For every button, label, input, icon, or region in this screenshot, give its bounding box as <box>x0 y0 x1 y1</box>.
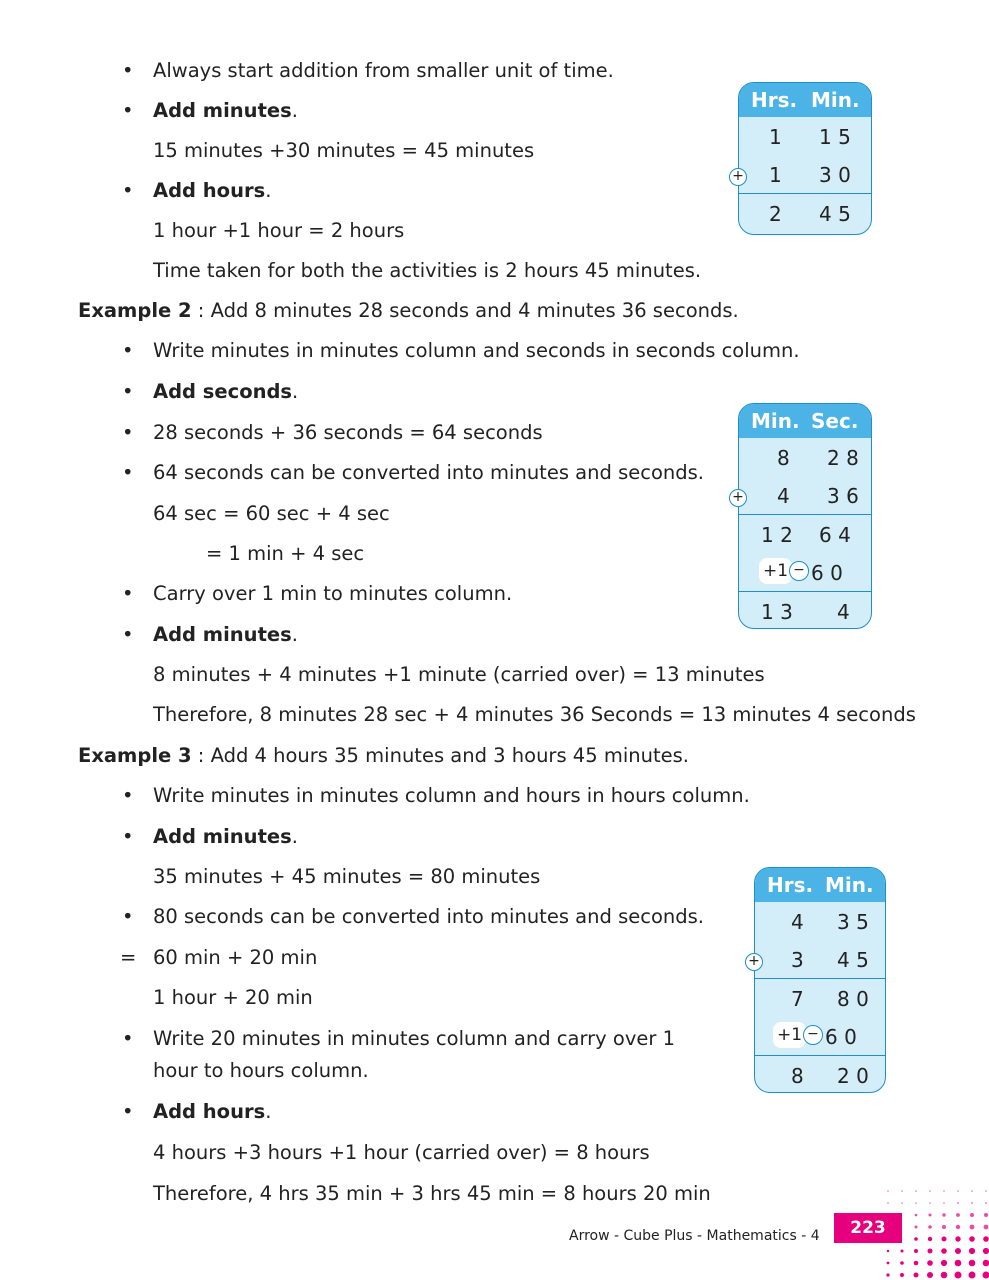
bullet-add-minutes-3: • Add minutes. <box>122 825 298 848</box>
minutes-sum-line: 15 minutes +30 minutes = 45 minutes <box>153 139 535 162</box>
hours-total-line: 4 hours +3 hours +1 hour (carried over) = 8 hours <box>153 1141 650 1164</box>
plus-sign-icon: + <box>745 953 763 971</box>
minutes-seconds-table: Min. Sec. 8 2 8 4 3 6 1 2 6 4 +1 − 6 0 1 3 4 <box>738 403 872 629</box>
bullet-add-hours: • Add hours. <box>122 179 272 202</box>
example-3-heading: Example 3 : Add 4 hours 35 minutes and 3 hours 45 minutes. <box>78 744 689 767</box>
decorative-dots-icon <box>880 1185 989 1280</box>
conversion-line-4: 1 hour + 20 min <box>153 986 313 1009</box>
bullet-start-smaller-unit: • Always start addition from smaller unit of time. <box>122 59 614 82</box>
bullet-add-minutes: • Add minutes. <box>122 99 298 122</box>
hours-minutes-table-3: Hrs. Min. 4 3 5 3 4 5 7 8 0 +1 − 6 0 8 2 0 <box>754 867 886 1093</box>
page-number: 223 <box>834 1213 902 1243</box>
hours-minutes-table-1: Hrs. Min. 1 1 5 1 3 0 2 4 5 <box>738 82 872 235</box>
example-2-result: Therefore, 8 minutes 28 sec + 4 minutes 36 Seconds = 13 minutes 4 seconds <box>153 703 916 726</box>
example-2-heading: Example 2 : Add 8 minutes 28 seconds and 4 minutes 36 seconds. <box>78 299 739 322</box>
conversion-line-1: 64 sec = 60 sec + 4 sec <box>153 502 390 525</box>
bullet-add-hours-3: • Add hours. <box>122 1100 272 1123</box>
plus-sign-icon: + <box>729 168 747 186</box>
footer-book-title: Arrow - Cube Plus - Mathematics - 4 <box>569 1228 820 1244</box>
equals-sign: = <box>120 946 137 969</box>
total-time-line: Time taken for both the activities is 2 hours 45 minutes. <box>153 259 702 282</box>
bullet-write-columns: • Write minutes in minutes column and seconds in seconds column. <box>122 339 800 362</box>
minus-sign-icon: − <box>789 561 809 581</box>
hours-sum-line: 1 hour +1 hour = 2 hours <box>153 219 405 242</box>
bullet-carry-over: • Carry over 1 min to minutes column. <box>122 582 513 605</box>
carry-label: +1 <box>773 1022 806 1048</box>
minutes-total-line: 8 minutes + 4 minutes +1 minute (carried over) = 13 minutes <box>153 663 765 686</box>
bullet-add-seconds: • Add seconds. <box>122 380 299 403</box>
bullet-write-20-cont: hour to hours column. <box>153 1059 369 1082</box>
minutes-sum-line-3: 35 minutes + 45 minutes = 80 minutes <box>153 865 541 888</box>
minus-sign-icon: − <box>803 1025 823 1045</box>
bullet-write-columns-3: • Write minutes in minutes column and hours in hours column. <box>122 784 750 807</box>
bullet-convert-3: • 80 seconds can be converted into minutes and seconds. <box>122 905 704 928</box>
example-3-result: Therefore, 4 hrs 35 min + 3 hrs 45 min = 8 hours 20 min <box>153 1182 711 1205</box>
plus-sign-icon: + <box>729 489 747 507</box>
bullet-add-minutes-2: • Add minutes. <box>122 623 298 646</box>
carry-label: +1 <box>759 558 792 584</box>
bullet-seconds-sum: • 28 seconds + 36 seconds = 64 seconds <box>122 421 543 444</box>
bullet-convert-seconds: • 64 seconds can be converted into minutes and seconds. <box>122 461 704 484</box>
conversion-line-2: = 1 min + 4 sec <box>206 542 365 565</box>
conversion-line-3: 60 min + 20 min <box>153 946 318 969</box>
bullet-write-20: • Write 20 minutes in minutes column and carry over 1 <box>122 1027 675 1050</box>
